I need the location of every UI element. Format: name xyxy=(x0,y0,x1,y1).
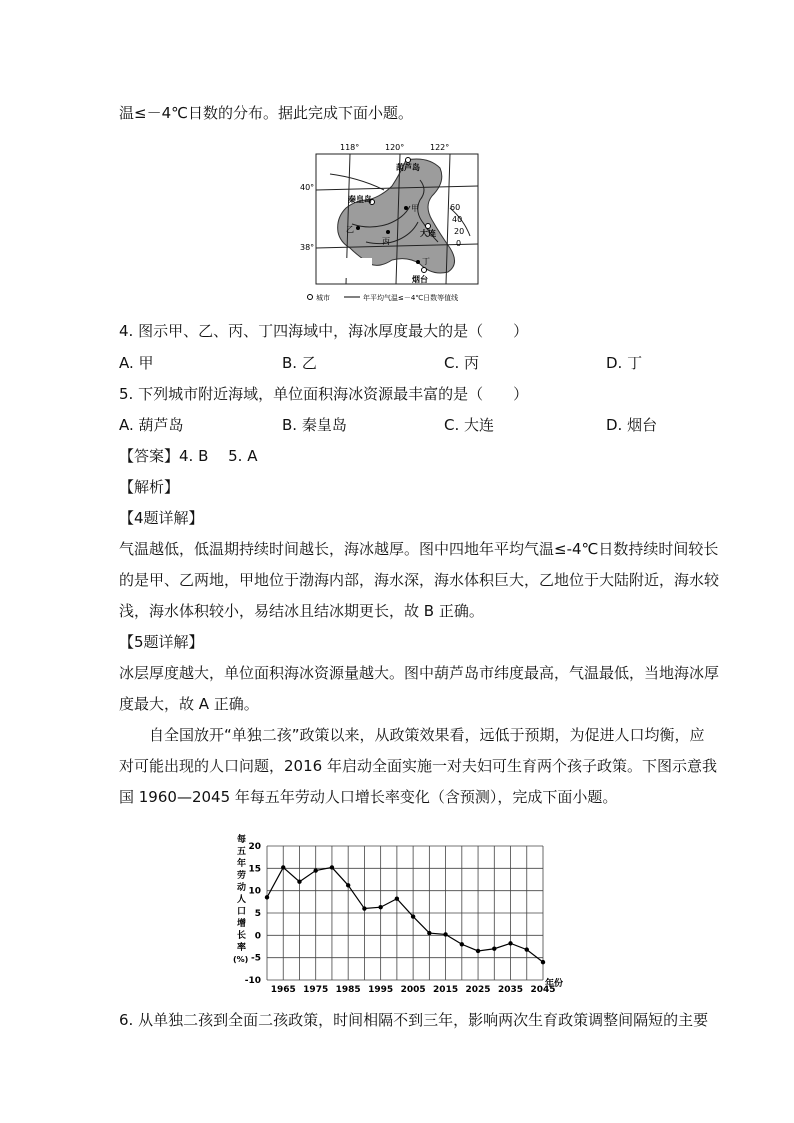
chart-ylabel-char: 人 xyxy=(237,895,247,905)
contour-value: 0 xyxy=(456,239,462,248)
sea-point-marker xyxy=(404,206,408,210)
chart-ylabel-char: 年 xyxy=(237,859,247,869)
lat-label: 40° xyxy=(300,183,315,192)
chart-data-point xyxy=(281,865,285,869)
chart-data-point xyxy=(378,905,382,909)
chart-data-point xyxy=(411,914,415,918)
sea-point-marker xyxy=(356,226,360,230)
chart-xtick-label: 1985 xyxy=(335,985,361,995)
passage-line: 对可能出现的人口问题，2016 年启动全面实施一对夫妇可生育两个孩子政策。下图示意我 xyxy=(119,757,717,775)
chart-data-point xyxy=(541,960,545,964)
chart-xtick-label: 2045 xyxy=(530,985,556,995)
chart-ylabel-char: 动 xyxy=(237,883,247,893)
chart-data-point xyxy=(508,941,512,945)
q4-option: D. 丁 xyxy=(606,354,643,372)
q5-detail-line: 冰层厚度越大，单位面积海冰资源量越大。图中葫芦岛市纬度最高，气温最低，当地海冰厚 xyxy=(119,664,720,682)
q5-detail-heading: 【5题详解】 xyxy=(119,633,204,651)
q5-option: C. 大连 xyxy=(444,416,495,434)
chart-data-point xyxy=(362,906,366,910)
chart-xtick-label: 1965 xyxy=(270,985,296,995)
city-label: 大连 xyxy=(420,229,436,238)
chart-ytick-label: -10 xyxy=(244,976,261,986)
lon-label: 118° xyxy=(340,143,360,152)
contour-value: 60 xyxy=(450,203,461,212)
answer-line: 【答案】4. B 5. A xyxy=(119,447,258,465)
q5-option: B. 秦皇岛 xyxy=(282,416,347,434)
q4-detail-line: 气温越低，低温期持续时间越长，海冰越厚。图中四地年平均气温≤-4℃日数持续时间较长 xyxy=(119,540,719,558)
chart-xtick-label: 2025 xyxy=(465,985,491,995)
lat-label: 38° xyxy=(300,243,315,252)
chart-ytick-label: 15 xyxy=(248,864,261,875)
lon-label: 122° xyxy=(430,143,450,152)
chart-xlabel: 年份 xyxy=(545,979,564,989)
passage-line: 国 1960—2045 年每五年劳动人口增长率变化（含预测），完成下面小题。 xyxy=(119,788,618,806)
legend-line-label: 年平均气温≤－4℃日数等值线 xyxy=(363,294,459,302)
sea-point-label: 甲 xyxy=(411,204,419,213)
chart-ylabel-char: (%) xyxy=(233,955,249,964)
chart-xtick-label: 2035 xyxy=(497,985,524,995)
chart-data-point xyxy=(525,947,529,951)
sea-point-label: 乙 xyxy=(346,225,354,234)
chart-ytick-label: 5 xyxy=(254,909,261,919)
chart-data-point xyxy=(476,949,480,953)
labor-growth-chart xyxy=(225,828,575,1000)
legend-city-marker xyxy=(308,295,313,300)
q5-option: D. 烟台 xyxy=(606,416,658,434)
chart-ytick-label: 20 xyxy=(248,842,261,852)
intro-line: 温≤－4℃日数的分布。据此完成下面小题。 xyxy=(119,104,413,122)
city-marker xyxy=(406,158,411,163)
chart-data-point xyxy=(314,868,318,872)
chart-ytick-label: 0 xyxy=(254,931,261,942)
chart-data-point xyxy=(297,880,301,884)
chart-ylabel-char: 每 xyxy=(237,835,247,845)
chart-data-point xyxy=(346,883,350,887)
chart-ylabel-char: 长 xyxy=(237,931,247,941)
chart-data-point xyxy=(265,895,269,899)
city-label: 烟台 xyxy=(412,275,428,284)
passage-line: 自全国放开“单独二孩”政策以来，从政策效果看，远低于预期，为促进人口均衡，应 xyxy=(119,726,705,744)
legend-city-label: 城市 xyxy=(316,294,330,302)
q4-option: A. 甲 xyxy=(119,354,154,372)
sea-point-label: 丙 xyxy=(382,237,390,246)
chart-ylabel-char: 口 xyxy=(237,907,247,917)
sea-point-marker xyxy=(386,230,390,234)
chart-ylabel-char: 率 xyxy=(237,943,247,953)
chart-xtick-label: 2005 xyxy=(400,985,426,995)
chart-data-point xyxy=(427,931,431,935)
city-marker xyxy=(422,268,427,273)
chart-xtick-label: 1975 xyxy=(303,985,329,995)
city-label: 葫芦岛 xyxy=(396,163,420,172)
q5-option: A. 葫芦岛 xyxy=(119,416,184,434)
q4-detail-line: 浅，海水体积较小，易结冰且结冰期更长，故 B 正确。 xyxy=(119,602,484,620)
chart-ylabel-char: 劳 xyxy=(237,871,247,881)
chart-ylabel-char: 增 xyxy=(237,919,247,929)
q4-stem: 4. 图示甲、乙、丙、丁四海域中，海冰厚度最大的是（ ） xyxy=(119,322,529,340)
chart-data-point xyxy=(492,947,496,951)
contour-value: 40 xyxy=(452,215,463,224)
q5-detail-line: 度最大，故 A 正确。 xyxy=(119,695,259,713)
q5-stem: 5. 下列城市附近海域，单位面积海冰资源最丰富的是（ ） xyxy=(119,385,529,403)
chart-data-point xyxy=(395,897,399,901)
sea-point-marker xyxy=(416,260,420,264)
q4-detail-line: 的是甲、乙两地，甲地位于渤海内部，海水深，海水体积巨大，乙地位于大陆附近，海水较 xyxy=(119,571,720,589)
q6-stem: 6. 从单独二孩到全面二孩政策，时间相隔不到三年，影响两次生育政策调整间隔短的主要 xyxy=(119,1011,709,1029)
chart-data-point xyxy=(460,942,464,946)
q4-detail-heading: 【4题详解】 xyxy=(119,509,204,527)
chart-data-point xyxy=(330,865,334,869)
chart-ytick-label: -5 xyxy=(251,953,261,964)
q4-option: B. 乙 xyxy=(282,354,317,372)
analysis-heading: 【解析】 xyxy=(119,478,180,496)
sea-ice-map xyxy=(300,138,495,306)
contour-value: 20 xyxy=(454,227,465,236)
lon-label: 120° xyxy=(385,143,405,152)
q4-option: C. 丙 xyxy=(444,354,480,372)
chart-series-line xyxy=(267,867,543,962)
chart-data-point xyxy=(443,932,447,936)
city-label: 秦皇岛 xyxy=(348,195,372,204)
city-marker xyxy=(426,224,431,229)
chart-xtick-label: 2015 xyxy=(433,985,459,995)
chart-ylabel-char: 五 xyxy=(237,847,247,857)
sea-point-label: 丁 xyxy=(422,257,430,266)
chart-ytick-label: 10 xyxy=(248,886,261,897)
chart-xtick-label: 1995 xyxy=(368,985,394,995)
